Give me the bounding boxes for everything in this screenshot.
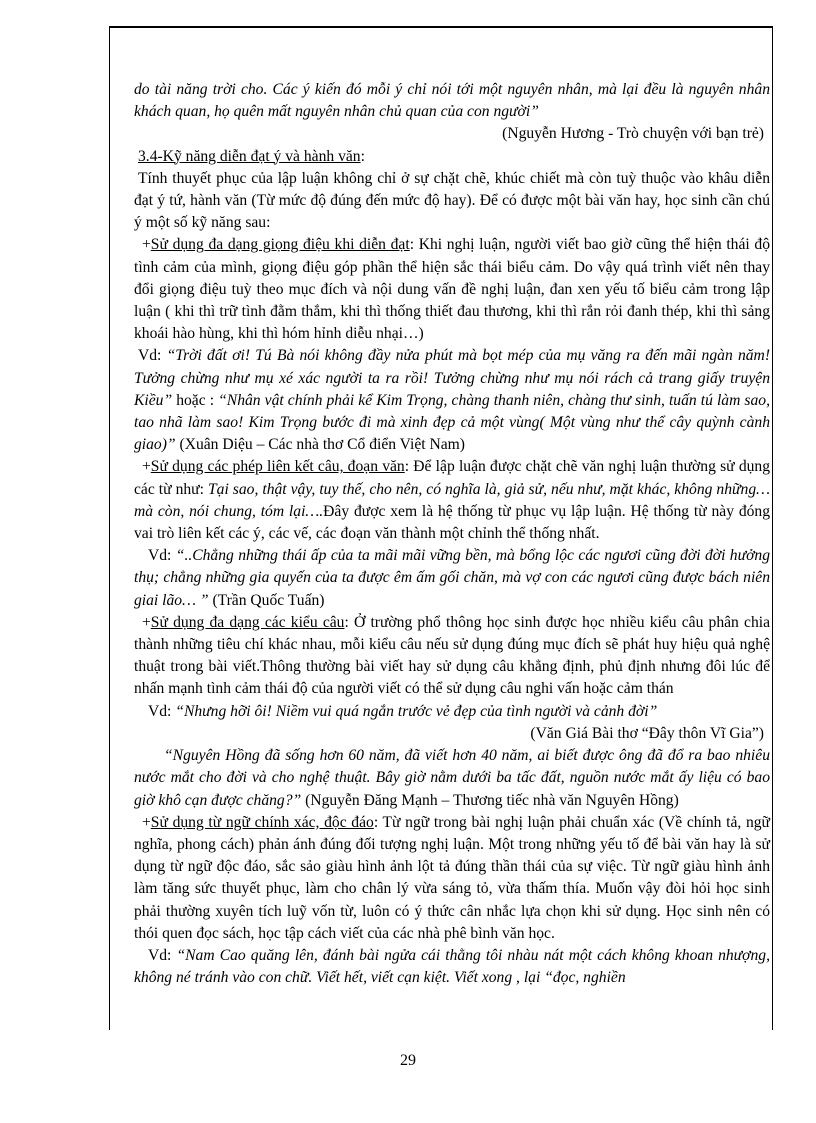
- example-quote: “..Chẳng những thái ấp của ta mãi mãi vững bền, mà bổng lộc các ngươi cũng đời đời hưởng thụ; chẳng những gia quyến của ta được êm ấm gối chăn, mà vợ con các ngươi cũng được bách niên giai lão… ”: [134, 547, 770, 609]
- example-source: (Trần Quốc Tuấn): [212, 591, 325, 609]
- example-quote-1: “Trời đất ơi! Tú Bà nói không đầy nửa phút mà bọt mép của mụ văng ra đến mãi ngàn năm! Tưởng chừng như mụ xé xác người ta ra rồi! Tưởng chừng như mụ nói rách cả trang giấy truyện Kiều”: [134, 347, 771, 409]
- quote-text: do tài năng trời cho. Các ý kiến đó mỗi ý chỉ nói tới một nguyên nhân, mà lại đều là nguyên nhân khách quan, họ quên mất nguyên nhân chủ quan của con người”: [134, 81, 770, 121]
- subheading-tone: Sử dụng đa dạng giọng điệu khi diễn đạt: [150, 236, 410, 254]
- section-heading-colon: :: [360, 147, 365, 165]
- example-quote-2: “Nhân vật chính phải kể Kim Trọng, chàng thanh niên, chàng thư sinh, tuấn tú làm sao, tao nhã làm sao! Kim Trọng bước đi mà xinh đẹp cả một vùng( Một vùng như thể cây quỳnh cành giao)”: [134, 391, 770, 454]
- example-quote: “Nguyên Hồng đã sống hơn 60 năm, đã viết hơn 40 năm, ai biết được ông đã đổ ra bao nhiêu nước mắt cho đời và cho nghệ thuật. Bây giờ nằm dưới ba tấc đất, nguồn nước mắt ấy liệu có bao giờ khô cạn được chăng?”: [134, 747, 770, 809]
- example-nguyen-hong: [134, 745, 770, 812]
- example-quote: “Nam Cao quăng lên, đánh bài ngửa cái thằng tôi nhàu nát một cách không khoan nhượng, không né tránh vào con chữ. Viết hết, viết cạn kiệt. Viết xong , lại “đọc, nghiền: [134, 946, 770, 987]
- bullet-plus: +: [142, 236, 151, 254]
- paragraph-linking: [134, 456, 770, 545]
- example-label: Vd:: [148, 946, 172, 964]
- paragraph-sentence-types: [134, 612, 770, 701]
- subheading-linking: Sử dụng các phép liên kết câu, đoạn văn: [150, 458, 405, 476]
- example-tu-ba: [134, 345, 770, 456]
- bullet-plus: +: [142, 613, 151, 631]
- example-label: Vd:: [148, 702, 176, 720]
- example-nam-cao: [134, 945, 770, 989]
- example-source: (Xuân Diệu – Các nhà thơ Cổ điển Việt Nam): [179, 436, 465, 454]
- bullet-plus: +: [142, 458, 151, 476]
- example-source: (Nguyễn Đăng Mạnh – Thương tiếc nhà văn Nguyên Hồng): [305, 791, 679, 809]
- section-heading-text: 3.4-Kỹ năng diễn đạt ý và hành văn: [138, 147, 361, 165]
- example-source-van-gia: (Văn Giá Bài thơ “Đây thôn Vĩ Gia”): [530, 724, 764, 742]
- quote-source: (Nguyễn Hương - Trò chuyện với bạn trẻ): [502, 125, 764, 143]
- paragraph-tone-variety: [134, 234, 770, 345]
- example-label: Vd:: [138, 347, 162, 365]
- paragraph-body: : Từ ngữ trong bài nghị luận phải chuẩn xác (Về chính tả, ngữ nghĩa, phong cách) phản ánh đúng đối tượng nghị luận. Một trong những yếu tố để bài văn hay là sử dụng từ ngữ độc đáo, sắc sảo giàu hình ảnh lột tả đúng thần thái của sự việc. Từ ngữ giàu hình ảnh làm tăng sức thuyết phục, làm cho chân lý vừa sáng tỏ, vừa thấm thía. Muốn vậy đòi hỏi học sinh phải thường xuyên tích luỹ vốn từ, luôn có ý thức cân nhắc lựa chọn khi sử dụng. Học sinh nên có thói quen đọc sách, học tập cách viết của các nhà phê bình văn học.: [134, 813, 770, 942]
- paragraph-body: : Khi nghị luận, người viết bao giờ cũng thể hiện thái độ tình cảm của mình, giọng điệu góp phần thể hiện sắc thái biểu cảm. Do vậy quá trình viết nên thay đổi giọng điệu tuỳ theo mục đích và nội dung vấn đề nghị luận, đan xen yếu tố biểu cảm trong lập luận ( khi thì trữ tình đằm thắm, khi thì thống thiết đau thương, khi thì rắn rỏi đanh thép, khi thì sảng khoái hào hùng, khi thì hóm hỉnh diễu nhại…): [134, 236, 770, 343]
- example-quote: “Nhưng hỡi ôi! Niềm vui quá ngắn trước vẻ đẹp của tình người và cảnh đời”: [175, 702, 658, 720]
- subheading-sentence-types: Sử dụng đa dạng các kiểu câu: [150, 613, 345, 631]
- paragraph-quote-nguyen-huong: [134, 79, 770, 123]
- example-label: Vd:: [148, 547, 172, 565]
- paragraph-intro: Tính thuyết phục của lập luận không chỉ ở sự chặt chẽ, khúc chiết mà còn tuỳ thuộc vào khâu diễn đạt ý tứ, hành văn (Từ mức độ đúng đến mức độ hay). Để có được một bài văn hay, học sinh cần chú ý một số kỹ năng sau:: [134, 169, 770, 232]
- section-heading-3-4: [134, 146, 770, 168]
- paragraph-body: : Để lập luận được chặt chẽ văn nghị luận thường sử dụng các từ như:: [134, 458, 771, 498]
- body-text: [134, 79, 770, 989]
- subheading-word-choice: Sử dụng từ ngữ chính xác, độc đáo: [150, 813, 374, 831]
- paragraph-body: : Ở trường phổ thông học sinh được học nhiều kiểu câu phân chia thành những tiêu chí khác nhau, mỗi kiểu câu nếu sử dụng đúng mục đích sẽ phát huy hiệu quả nghệ thuật trong bài viết.Thông thường bài viết hay sử dụng câu khẳng định, phủ định nhưng đôi lúc để nhấn mạnh tình cảm thái độ của người viết có thể sử dụng câu nghi vấn hoặc cảm thán: [134, 613, 771, 698]
- paragraph-body-cont: Đây được xem là hệ thống từ phục vụ lập luận. Hệ thống từ này đóng vai trò liên kết các ý, các vế, các đoạn văn thành một chỉnh thể thống nhất.: [134, 502, 771, 543]
- linking-words: Tại sao, thật vậy, tuy thế, cho nên, có nghĩa là, giả sử, nếu như, mặt khác, không những…mà còn, nói chung, tóm lại….: [134, 480, 770, 520]
- example-connector: hoặc :: [176, 391, 215, 409]
- example-tran-quoc-tuan: [134, 545, 770, 612]
- paragraph-word-choice: [134, 812, 770, 945]
- bullet-plus: +: [142, 813, 151, 831]
- example-van-gia: [134, 701, 770, 723]
- page-number: 29: [400, 1052, 416, 1069]
